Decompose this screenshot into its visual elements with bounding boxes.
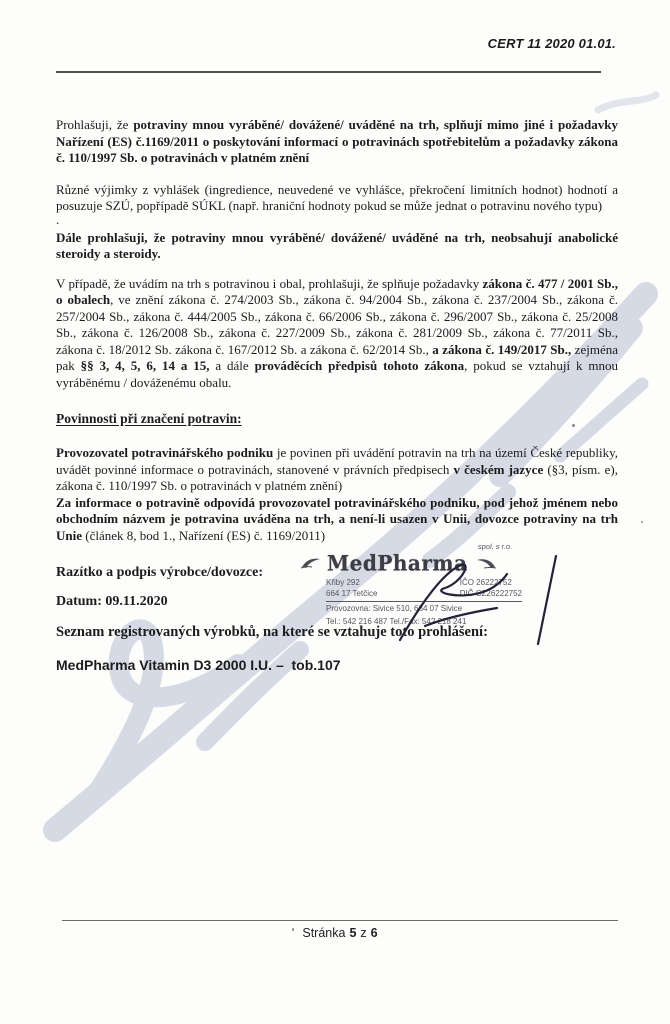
p4-seg4-bold: a zákona č. 149/2017 Sb., xyxy=(432,341,572,357)
footer-page-number: 5 xyxy=(349,926,357,940)
p5-seg3-bold: v českém jazyce xyxy=(453,461,544,477)
stamp-legal-suffix: spol. s r.o. xyxy=(477,542,513,551)
stamp-street: Křiby 292 xyxy=(326,578,360,587)
footer-separator: z xyxy=(360,926,367,940)
p5-seg4: (§3, písm. e), zákona č. 110/1997 Sb. o potravinách v platném znění) xyxy=(56,461,618,493)
stamp-leaf-left-icon xyxy=(300,556,322,570)
scan-speck xyxy=(641,521,643,523)
paragraph-declaration-2: Dále prohlašuji, že potraviny mnou vyráběné/ dovážené/ uváděné na trh, neobsahují anabolické steroidy a steroidy. xyxy=(56,229,618,261)
p4-seg7: a dále xyxy=(209,358,255,373)
paragraph-exceptions: Různé výjimky z vyhlášek (ingredience, neuvedené ve vyhlášce, překročení limitních hodnot) hodnotí a posuzuje SZÚ, popřípadě SÚKL (např. hraniční hodnoty pokud se může jednat o potravinu nového typu) xyxy=(56,181,618,213)
signature xyxy=(355,548,565,648)
paragraph-declaration-1 xyxy=(56,117,618,167)
registered-products-label: Seznam registrovaných výrobků, na které se vztahuje toto prohlášení: xyxy=(56,624,488,640)
stray-period: . xyxy=(56,211,60,227)
p4-seg5: zejména pak xyxy=(56,341,618,373)
page-footer xyxy=(62,920,618,940)
p1-regular: Prohlašuji, že xyxy=(56,117,134,132)
product-item: MedPharma Vitamin D3 2000 I.U. – tob.107 xyxy=(56,657,341,673)
stamp-city: 664 17 Tetčice xyxy=(326,588,378,598)
stamp-company-name: MedPharma xyxy=(327,550,468,576)
p6-seg2: (článek 8, bod 1., Nařízení (ES) č. 1169/2011) xyxy=(82,527,326,543)
stamp-ico: IČO 26222752 xyxy=(459,578,512,587)
p6-seg1-bold: Za informace o potravině odpovídá provozovatel potravinářského podniku, pod jehož jménem nebo obchodním názvem je potravina uváděna na trh, a není-li usazen v Unii, dovozce potraviny na trh Unie xyxy=(56,494,618,543)
p5-seg2: je povinen při uvádění potravin na trh na území České republiky, uvádět povinné informace o potravinách, stanovené v právních předpisech xyxy=(56,445,618,477)
footer-page-label: Stránka xyxy=(302,926,346,940)
stamp-signature-label: Razítko a podpis výrobce/dovozce: xyxy=(56,565,264,580)
stamp-dic: DIČ CZ26222752 xyxy=(459,588,522,598)
p4-seg1: V případě, že uvádím na trh s potravinou i obal, prohlašuji, že splňuje požadavky xyxy=(56,275,483,291)
p1-bold: potraviny mnou vyráběné/ dovážené/ uváděné na trh, splňují mimo jiné i požadavky Nařízení (ES) č.1169/2011 o poskytování informací o potravinách spotřebitelům a požadavky zákona č. 110/1997 Sb. o potravinách v platném znění xyxy=(56,117,618,165)
p4-seg2-bold: zákona č. 477 / 2001 Sb., o obalech xyxy=(56,275,619,307)
footer-page-total: 6 xyxy=(370,926,378,940)
section-heading-labelling-duties: Povinnosti při značení potravin: xyxy=(56,411,242,426)
p4-seg8-bold: prováděcích předpisů tohoto zákona xyxy=(254,358,465,373)
p4-seg9: , pokud se vztahují k mnou vyráběnému / dováženému obalu. xyxy=(56,358,619,390)
p5-seg1-bold: Provozovatel potravinářského podniku xyxy=(56,445,274,460)
p4-seg3: , ve znění zákona č. 274/2003 Sb., zákona č. 94/2004 Sb., zákona č. 237/2004 Sb., zákona č. 257/2004 Sb., zákona č. 444/2005 Sb., zákona č. 66/2006 Sb., zákona č. 296/2007 Sb., zákona č. 25/2008 Sb., zákona č. 126/2008 Sb., zákona č. 227/2009 Sb., zákona č. 281/2009 Sb., zákona č. 77/2011 Sb., zákona č. 18/2012 Sb. zákona č. 167/2012 Sb. a zákona č. 62/2014 Sb., xyxy=(56,292,618,357)
page-number-text xyxy=(62,926,618,940)
paragraph-operator-duties xyxy=(56,445,618,495)
header-divider xyxy=(56,71,601,73)
stamp-phone-line: Tel.: 542 216 487 Tel./Fax: 542 218 241 xyxy=(326,616,467,626)
paragraph-responsibility xyxy=(56,495,618,545)
document-code: CERT 11 2020 01.01. xyxy=(487,36,616,51)
paragraph-packaging-law xyxy=(56,276,618,392)
p4-seg6-bold: §§ 3, 4, 5, 6, 14 a 15, xyxy=(80,358,210,373)
stamp-operation-line: Provozovna: Sivice 510, 664 07 Sivice xyxy=(326,604,463,613)
date-label: Datum: 09.11.2020 xyxy=(56,594,168,609)
